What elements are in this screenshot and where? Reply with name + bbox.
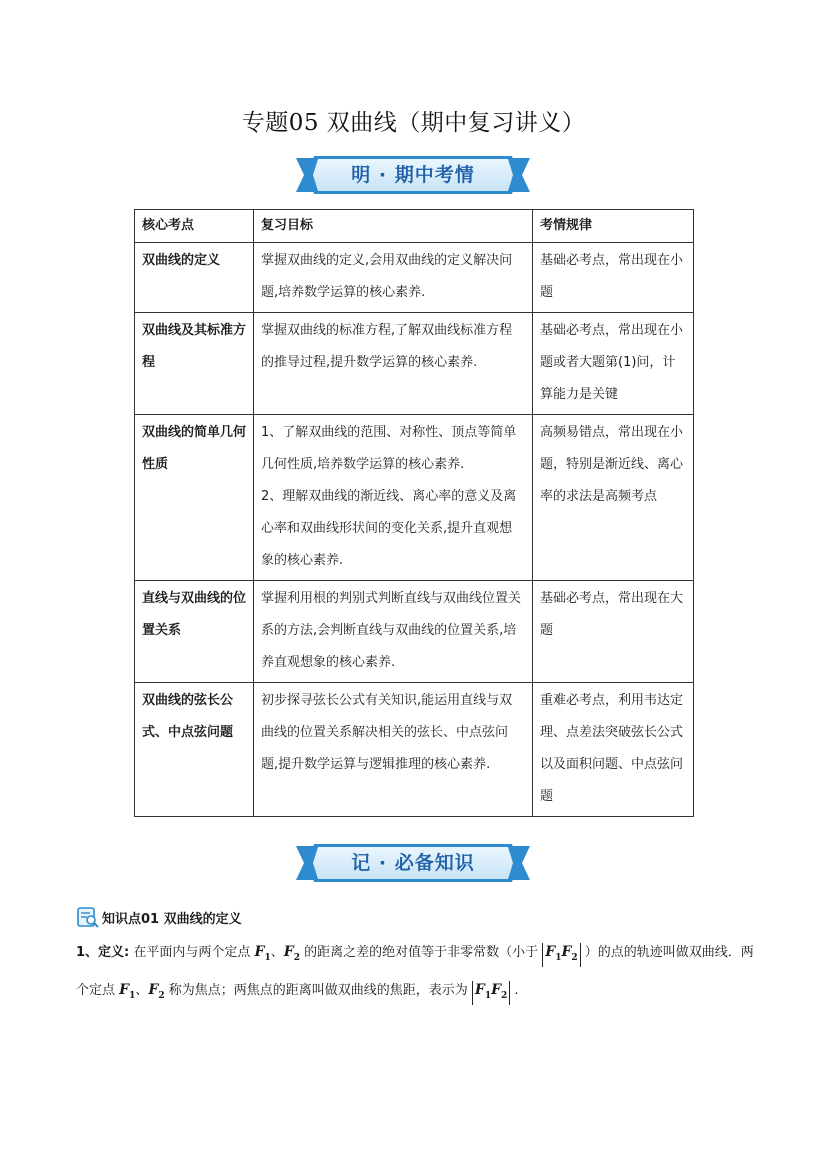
review-goal-item: 1、了解双曲线的范围、对称性、顶点等简单几何性质,培养数学运算的核心素养. bbox=[261, 425, 517, 472]
exam-pattern-cell: 重难必考点，利用韦达定理、点差法突破弦长公式以及面积问题、中点弦问题 bbox=[533, 683, 694, 817]
definition-prefix: 1、定义: bbox=[76, 945, 130, 960]
math-abs-f1f2: $F_1F_2$ bbox=[472, 981, 510, 1005]
review-goal-cell: 掌握利用根的判别式判断直线与双曲线位置关系的方法,会判断直线与双曲线的位置关系,培养直观想象的核心素养. bbox=[254, 581, 533, 683]
table-row bbox=[135, 683, 694, 817]
math-focus-f2: $F_2$ bbox=[283, 944, 300, 963]
table-row bbox=[135, 415, 694, 581]
table-header-row bbox=[135, 210, 694, 243]
table-header-cell: 考情规律 bbox=[533, 210, 694, 243]
separator: 、 bbox=[135, 982, 149, 998]
review-goal-cell bbox=[254, 415, 533, 581]
exam-pattern-cell: 高频易错点，常出现在小题，特别是渐近线、离心率的求法是高频考点 bbox=[533, 415, 694, 581]
magnifier-document-icon bbox=[76, 906, 100, 928]
core-point-cell: 直线与双曲线的位置关系 bbox=[135, 581, 254, 683]
separator: 、 bbox=[270, 945, 284, 960]
definition-text: . bbox=[510, 982, 519, 998]
exam-pattern-cell: 基础必考点，常出现在小题或者大题第(1)问，计算能力是关键 bbox=[533, 313, 694, 415]
banner-label: 明 · 期中考情 bbox=[351, 164, 475, 186]
table-header-cell: 复习目标 bbox=[254, 210, 533, 243]
definition-text: 称为焦点；两焦点的距离叫做双曲线的焦距，表示为 bbox=[164, 982, 472, 998]
core-point-cell: 双曲线及其标准方程 bbox=[135, 313, 254, 415]
section-banner-exam bbox=[296, 154, 530, 196]
definition-text: 在平面内与两个定点 bbox=[129, 945, 255, 960]
math-focus-f1: $F_1$ bbox=[119, 981, 136, 1001]
review-goal-cell: 初步探寻弦长公式有关知识,能运用直线与双曲线的位置关系解决相关的弦长、中点弦问题,提升数学运算与逻辑推理的核心素养. bbox=[254, 683, 533, 817]
review-goal-cell: 掌握双曲线的标准方程,了解双曲线标准方程的推导过程,提升数学运算的核心素养. bbox=[254, 313, 533, 415]
math-abs-f1f2: $F_1F_2$ bbox=[542, 943, 580, 967]
core-point-cell: 双曲线的简单几何性质 bbox=[135, 415, 254, 581]
table-row bbox=[135, 313, 694, 415]
definition-paragraph bbox=[76, 936, 756, 1012]
math-focus-f2: $F_2$ bbox=[148, 981, 165, 1001]
table-row bbox=[135, 243, 694, 313]
core-point-cell: 双曲线的弦长公式、中点弦问题 bbox=[135, 683, 254, 817]
definition-text: 的距离之差的绝对值等于非零常数（小于 bbox=[299, 945, 543, 960]
review-table bbox=[134, 209, 694, 817]
knowledge-point-label: 知识点01 双曲线的定义 bbox=[102, 911, 242, 927]
core-point-cell: 双曲线的定义 bbox=[135, 243, 254, 313]
table-header-cell: 核心考点 bbox=[135, 210, 254, 243]
exam-pattern-cell: 基础必考点，常出现在小题 bbox=[533, 243, 694, 313]
review-goal-cell: 掌握双曲线的定义,会用双曲线的定义解决问题,培养数学运算的核心素养. bbox=[254, 243, 533, 313]
math-focus-f1: $F_1$ bbox=[254, 944, 271, 963]
page-title: 专题05 双曲线（期中复习讲义） bbox=[241, 110, 586, 136]
knowledge-point-heading bbox=[76, 906, 242, 928]
section-banner-knowledge bbox=[296, 842, 530, 884]
review-goal-item: 2、理解双曲线的渐近线、离心率的意义及离心率和双曲线形状间的变化关系,提升直观想象的核心素养. bbox=[261, 489, 517, 568]
definition-text: ）的点的轨迹叫做双曲线．两个定点 bbox=[76, 945, 754, 998]
banner-label: 记 · 必备知识 bbox=[351, 852, 475, 874]
exam-pattern-cell: 基础必考点，常出现在大题 bbox=[533, 581, 694, 683]
table-row bbox=[135, 581, 694, 683]
